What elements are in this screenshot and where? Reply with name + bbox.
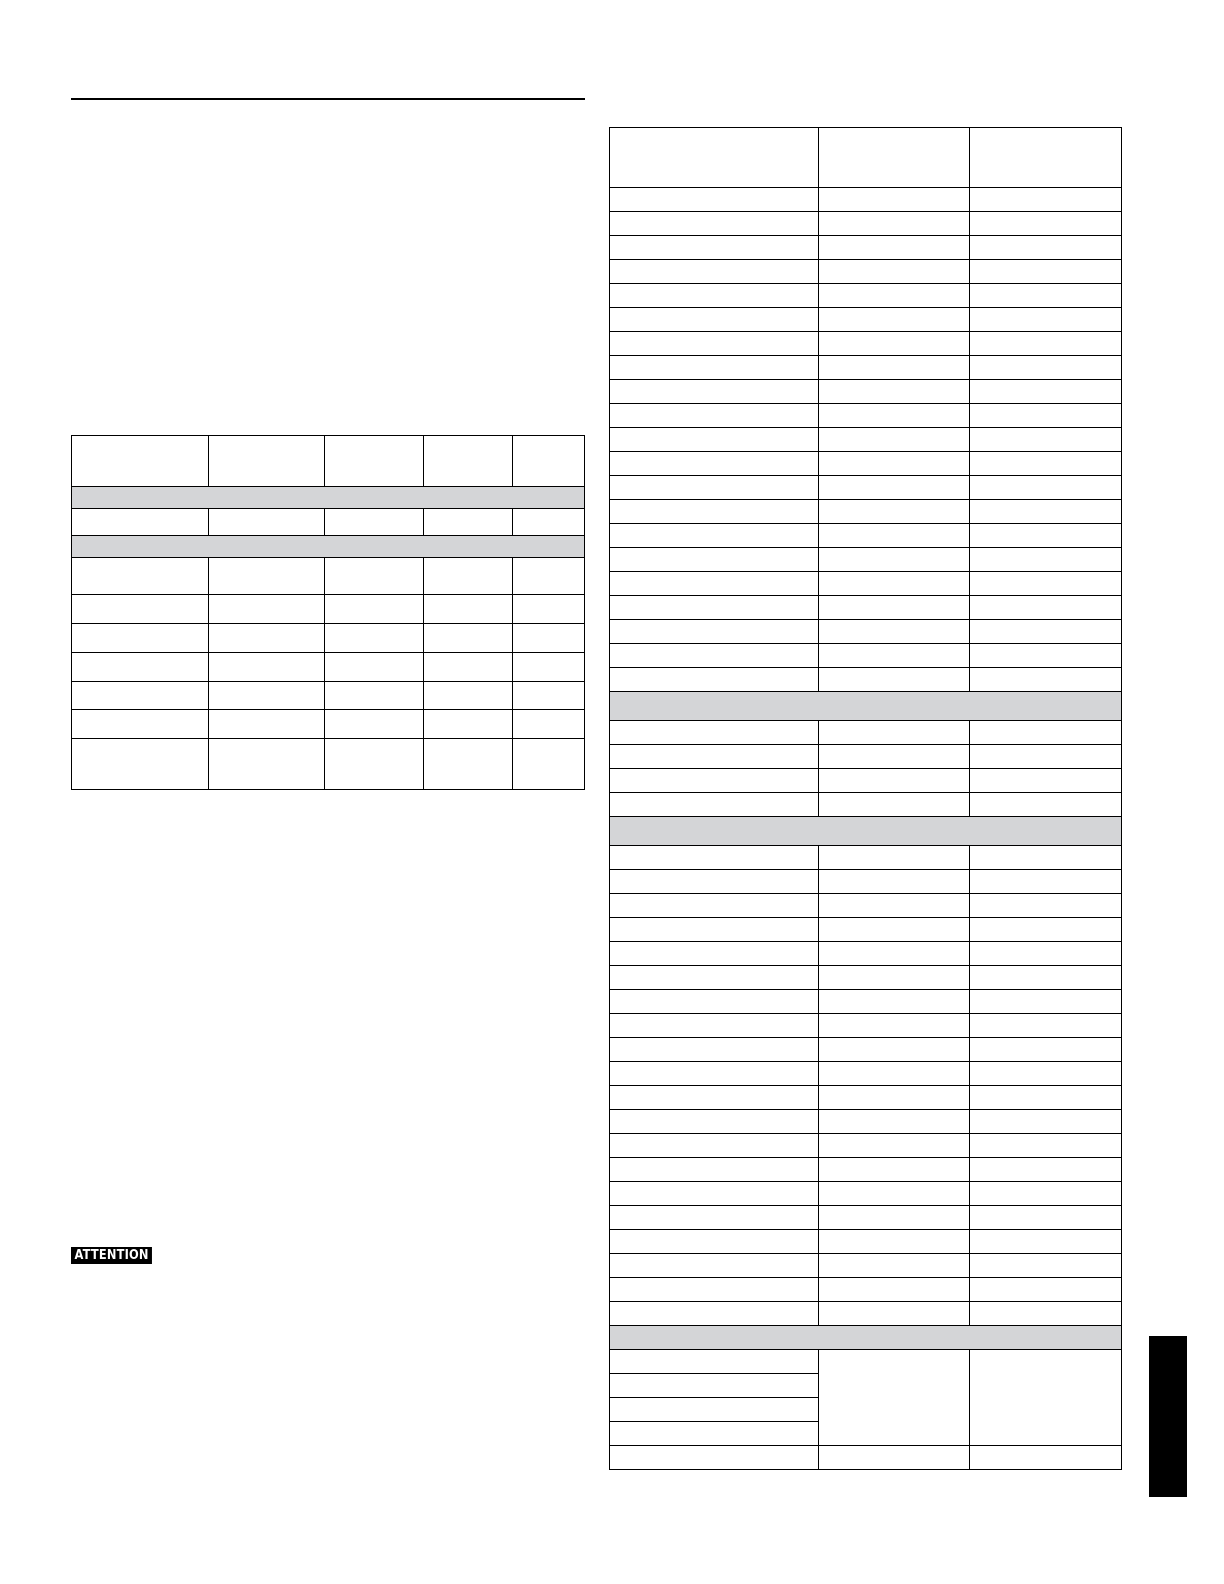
section-row xyxy=(72,536,585,558)
table-row xyxy=(72,595,585,624)
table-header-row xyxy=(72,436,585,487)
table-row xyxy=(610,1038,1122,1062)
table-row xyxy=(610,188,1122,212)
table-row xyxy=(610,404,1122,428)
table-row xyxy=(610,942,1122,966)
attention-label: ATTENTION xyxy=(71,1247,152,1264)
table-row xyxy=(610,1230,1122,1254)
section-row xyxy=(610,817,1122,846)
table-row xyxy=(610,1086,1122,1110)
table-row xyxy=(610,452,1122,476)
table-row xyxy=(72,682,585,710)
table-row xyxy=(610,308,1122,332)
table-row xyxy=(610,894,1122,918)
table-row xyxy=(610,260,1122,284)
table-row xyxy=(610,668,1122,692)
table-row xyxy=(610,1278,1122,1302)
section-row xyxy=(610,692,1122,721)
table-row xyxy=(610,356,1122,380)
table-row xyxy=(610,1182,1122,1206)
rows-block-c xyxy=(610,846,1122,1326)
table-row xyxy=(610,1110,1122,1134)
table-row xyxy=(610,990,1122,1014)
table-row xyxy=(610,524,1122,548)
table-row xyxy=(610,548,1122,572)
table-row xyxy=(610,1302,1122,1326)
table-row xyxy=(72,653,585,682)
table-row xyxy=(610,332,1122,356)
rows-block-b xyxy=(610,721,1122,817)
table-row xyxy=(610,212,1122,236)
section-row xyxy=(610,1326,1122,1350)
table-row xyxy=(610,644,1122,668)
table-row xyxy=(610,769,1122,793)
table-row xyxy=(610,1158,1122,1182)
table-row xyxy=(610,236,1122,260)
table-row xyxy=(610,1350,1122,1374)
table-row xyxy=(610,428,1122,452)
rows-block-a xyxy=(610,188,1122,692)
table-row xyxy=(610,380,1122,404)
table-row xyxy=(72,509,585,536)
table-row xyxy=(610,745,1122,769)
table-row xyxy=(72,710,585,739)
side-tab-marker xyxy=(1149,1336,1187,1497)
table-row xyxy=(72,739,585,790)
table-row xyxy=(610,596,1122,620)
table-row xyxy=(610,1446,1122,1470)
table-row xyxy=(610,1062,1122,1086)
table-row xyxy=(610,500,1122,524)
table-row xyxy=(610,918,1122,942)
table-row xyxy=(610,721,1122,745)
table-row xyxy=(610,870,1122,894)
section-row xyxy=(72,487,585,509)
table-row xyxy=(610,284,1122,308)
table-row xyxy=(610,1134,1122,1158)
table-row xyxy=(610,476,1122,500)
table-row xyxy=(610,1014,1122,1038)
right-table xyxy=(609,127,1122,1470)
table-row xyxy=(610,572,1122,596)
table-row xyxy=(610,1254,1122,1278)
table-header-row xyxy=(610,128,1122,188)
left-table xyxy=(71,435,585,790)
table-row xyxy=(610,846,1122,870)
header-rule xyxy=(71,98,585,100)
table-row xyxy=(610,793,1122,817)
table-row xyxy=(72,558,585,595)
table-row xyxy=(72,624,585,653)
table-row xyxy=(610,620,1122,644)
table-row xyxy=(610,1206,1122,1230)
table-row xyxy=(610,966,1122,990)
